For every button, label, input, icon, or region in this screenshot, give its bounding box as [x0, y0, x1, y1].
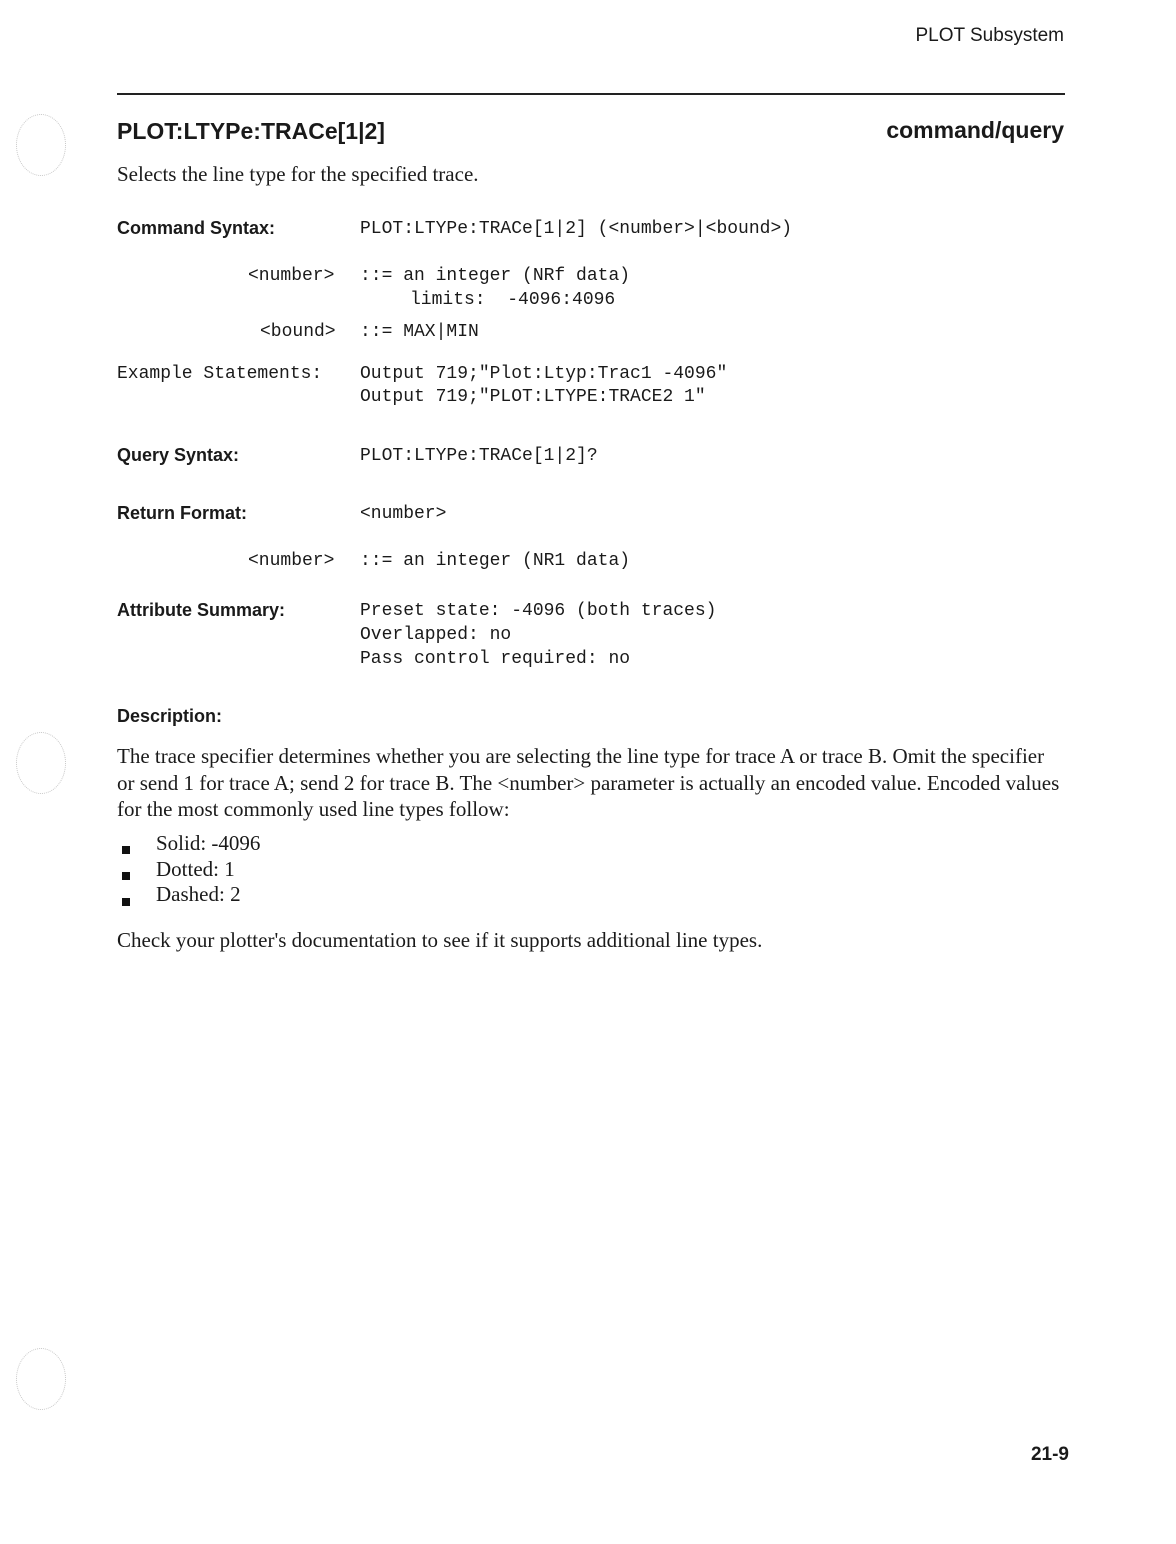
punch-hole — [16, 1348, 66, 1410]
attribute-line: Preset state: -4096 (both traces) — [360, 601, 717, 621]
description-label: Description: — [117, 706, 223, 726]
attribute-line: Overlapped: no — [360, 625, 512, 645]
description-closing: Check your plotter's documentation to see if it supports additional line types. — [117, 928, 763, 952]
attribute-summary-label: Attribute Summary: — [117, 600, 286, 620]
punch-hole — [16, 114, 66, 176]
bullet-marker — [122, 898, 130, 906]
query-syntax-label: Query Syntax: — [117, 445, 240, 465]
command-title: PLOT:LTYPe:TRACe[1|2] — [117, 118, 385, 144]
description-paragraph: The trace specifier determines whether you are selecting the line type for trace A or trace B. Omit the specifier or send 1 for trace A; send 2 for trace B. The <number> parameter is actually an encoded value. Encoded values for the most commonly used line types follow: — [117, 744, 1060, 821]
return-number-term: <number> — [248, 551, 335, 571]
line-type-item: Solid: -4096 — [156, 831, 261, 855]
page-number: 21-9 — [1030, 1444, 1069, 1465]
header-rule — [117, 93, 1065, 95]
bullet-marker — [122, 846, 130, 854]
bullet-marker — [122, 872, 130, 880]
page-header-subsystem: PLOT Subsystem — [915, 25, 1064, 46]
attribute-line: Pass control required: no — [360, 649, 631, 669]
return-number-definition: ::= an integer (NR1 data) — [360, 551, 631, 571]
example-statement: Output 719;"PLOT:LTYPE:TRACE2 1" — [360, 387, 706, 407]
number-definition: ::= an integer (NRf data) — [360, 266, 631, 286]
query-syntax-value: PLOT:LTYPe:TRACe[1|2]? — [360, 446, 598, 466]
number-term: <number> — [248, 266, 335, 286]
return-format-value: <number> — [360, 504, 447, 524]
punch-hole — [16, 732, 66, 794]
bound-term: <bound> — [260, 322, 336, 342]
return-format-label: Return Format: — [117, 503, 247, 523]
line-type-item: Dotted: 1 — [156, 857, 235, 881]
command-syntax-value: PLOT:LTYPe:TRACe[1|2] (<number>|<bound>) — [360, 219, 793, 239]
example-statements-label: Example Statements: — [117, 364, 323, 384]
bound-definition: ::= MAX|MIN — [360, 322, 479, 342]
command-kind: command/query — [886, 117, 1064, 143]
number-limits: limits: -4096:4096 — [410, 290, 616, 310]
command-intro: Selects the line type for the specified trace. — [117, 162, 479, 186]
command-syntax-label: Command Syntax: — [117, 218, 276, 238]
example-statement: Output 719;"Plot:Ltyp:Trac1 -4096" — [360, 364, 728, 384]
line-type-item: Dashed: 2 — [156, 882, 241, 906]
